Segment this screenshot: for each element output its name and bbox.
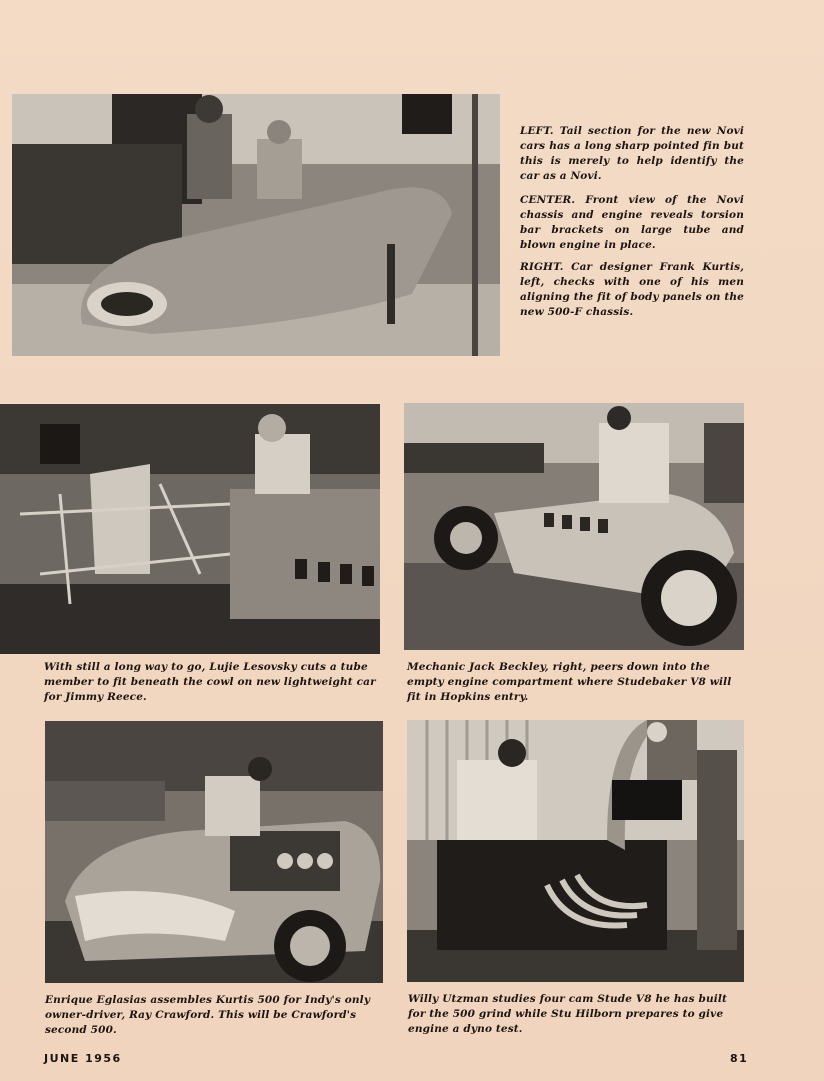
photo-eglasias-kurtis-500 [45,721,383,983]
caption-left: LEFT. Tail section for the new Novi cars has a long sharp pointed fin but this is merely to help identify the car as a Novi. [520,125,744,182]
photo-beckley-engine-bay [404,403,744,650]
caption-mid-left: With still a long way to go, Lujie Lesovsky cuts a tube member to fit beneath the cowl on new lightweight car for Jimmy Reece. [44,661,376,703]
caption-bottom-left: Enrique Eglasias assembles Kurtis 500 for Indy's only owner-driver, Ray Crawford. This will be Crawford's second 500. [45,994,371,1036]
photo-utzman-stude-v8 [407,720,744,982]
caption-mid-right: Mechanic Jack Beckley, right, peers down into the empty engine compartment where Studebaker V8 will fit in Hopkins entry. [407,661,732,703]
photo-novi-body-panels [12,94,500,356]
photo-lesovsky-tube-frame [0,404,380,654]
footer-date: JUNE 1956 [44,1052,122,1065]
caption-right: RIGHT. Car designer Frank Kurtis, left, checks with one of his men aligning the fit of body panels on the new 500-F chassis. [520,261,745,318]
footer-page-number: 81 [730,1052,749,1065]
caption-center: CENTER. Front view of the Novi chassis and engine reveals torsion bar brackets on large tube and blown engine in place. [520,194,744,251]
caption-bottom-right: Willy Utzman studies four cam Stude V8 he has built for the 500 grind while Stu Hilborn prepares to give engine a dyno test. [408,993,728,1035]
